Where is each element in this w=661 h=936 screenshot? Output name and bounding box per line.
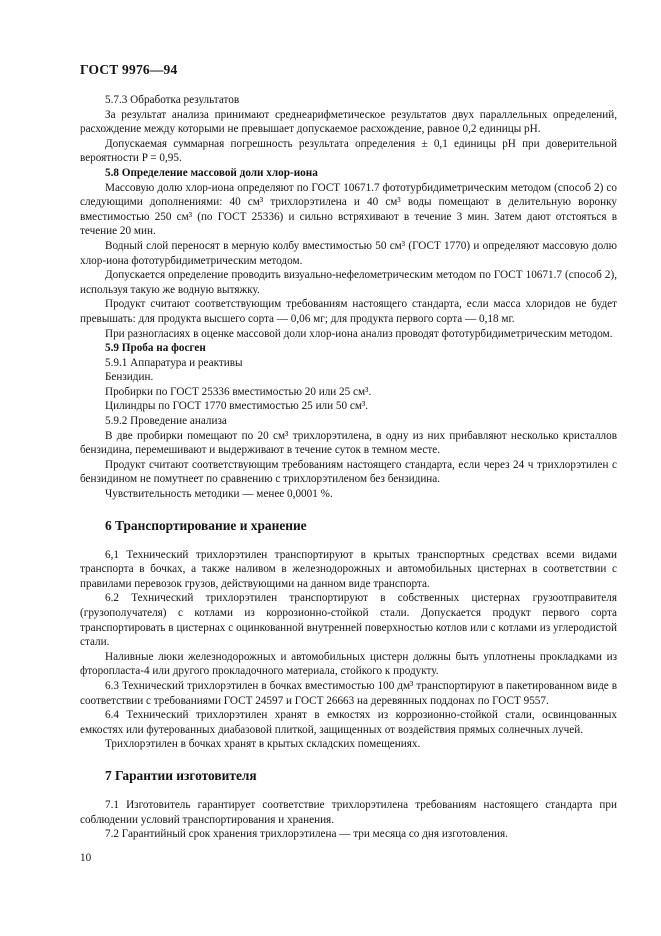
paragraph: Чувствительность методики — менее 0,0001 %. (105, 488, 333, 501)
paragraph: Цилиндры по ГОСТ 1770 вместимостью 25 или 50 см³. (105, 400, 369, 413)
subsection-heading: 5.8 Определение массовой доли хлор-иона (105, 166, 318, 179)
paragraph: Бензидин. (105, 371, 154, 384)
paragraph: При разногласиях в оценке массовой доли хлор-иона анализ проводят фототурбидиметрическим методом. (105, 327, 613, 340)
section-heading: 6 Транспортирование и хранение (105, 517, 307, 533)
document-header: ГОСТ 9976—94 (80, 62, 178, 77)
paragraph: Продукт считают соответствующим требованиям настоящего стандарта, если через 24 ч трихлорэтилен с бензидином не помутнеет по сравнению с трихлорэтиленом без бензидина. (80, 458, 617, 486)
paragraph: Наливные люки железнодорожных и автомобильных цистерн должны быть уплотнены прокладками из фторопласта-4 или другого прокладочного материала, стойкого к продукту. (80, 650, 617, 678)
subsection-heading: 5.9 Проба на фосген (105, 342, 206, 355)
paragraph: 7.1 Изготовитель гарантирует соответствие трихлорэтилена требованиям настоящего стандарта при соблюдении условий транспортирования и хранения. (80, 798, 617, 826)
subsection-heading: 5.9.1 Аппаратура и реактивы (105, 356, 243, 369)
paragraph: 7.2 Гарантийный срок хранения трихлорэтилена — три месяца со дня изготовления. (105, 828, 508, 841)
paragraph: Трихлорэтилен в бочках хранят в крытых складских помещениях. (105, 738, 421, 751)
subsection-heading: 5.9.2 Проведение анализа (105, 415, 227, 428)
paragraph: 6.4 Технический трихлорэтилен хранят в емкостях из коррозионно-стойкой стали, освинцованных емкостях или футерованных диабазовой плиткой, защищенных от воздействия прямых солнечных лучей. (80, 709, 617, 736)
paragraph: В две пробирки помещают по 20 см³ трихлорэтилена, в одну из них прибавляют несколько кристаллов бензидина, перемешивают и выдерживают в течение суток в темном месте. (80, 429, 617, 457)
paragraph: 6.3 Технический трихлорэтилен в бочках вместимостью 100 дм³ транспортируют в пакетированном виде в соответствии с требованиями ГОСТ 24597 и ГОСТ 26663 на деревянных поддонах по ГОСТ 9557. (80, 679, 617, 707)
document-body (80, 93, 617, 842)
paragraph: Продукт считают соответствующим требованиям настоящего стандарта, если масса хлоридов не будет превышать: для продукта высшего сорта — 0,06 мг; для продукта первого сорта — 0,18 мг. (80, 298, 617, 325)
paragraph: Массовую долю хлор-иона определяют по ГОСТ 10671.7 фототурбидиметрическим методом (способ 2) со следующими дополнениями: 40 см³ трихлорэтилена и 40 см³ воды помещают в делительную воронку вместимостью 250 см³ (по ГОСТ 25336) и сильно встряхивают в течение 3 мин. Затем дают отстояться в течение 20 мин. (80, 181, 617, 238)
paragraph: Водный слой переносят в мерную колбу вместимостью 50 см³ (ГОСТ 1770) и определяют массовую долю хлор-иона фототурбидиметрическим методом. (80, 239, 617, 267)
paragraph: 6,1 Технический трихлорэтилен транспортируют в крытых транспортных средствах всеми видами транспорта в бочках, а также наливом в железнодорожных и автомобильных цистернах в соответствии с правилами перевозок грузов, действующими на данном виде транспорта. (80, 548, 617, 590)
paragraph: 6.2 Технический трихлорэтилен транспортируют в собственных цистернах грузоотправителя (грузополучателя) с котлами из коррозионно-стойкой стали. Допускается продукт первого сорта транспортировать в цистернах с оцинкованной внутренней поверхностью котлов или с котлами из углеродистой стали. (80, 592, 617, 649)
paragraph: За результат анализа принимают среднеарифметическое результатов двух параллельных определений, расхождение между которыми не превышает допускаемое расхождение, равное 0,2 единицы рН. (80, 108, 617, 136)
section-heading: 7 Гарантии изготовителя (105, 767, 257, 783)
subsection-heading: 5.7.3 Обработка результатов (105, 94, 240, 106)
paragraph: Допускаемая суммарная погрешность результата определения ± 0,1 единицы рН при доверительной вероятности P = 0,95. (80, 137, 617, 165)
page-number: 10 (80, 852, 92, 864)
paragraph: Пробирки по ГОСТ 25336 вместимостью 20 или 25 см³. (105, 385, 372, 398)
paragraph: Допускается определение проводить визуально-нефелометрическим методом по ГОСТ 10671.7 (способ 2), используя такую же водную вытяжку. (80, 269, 617, 296)
